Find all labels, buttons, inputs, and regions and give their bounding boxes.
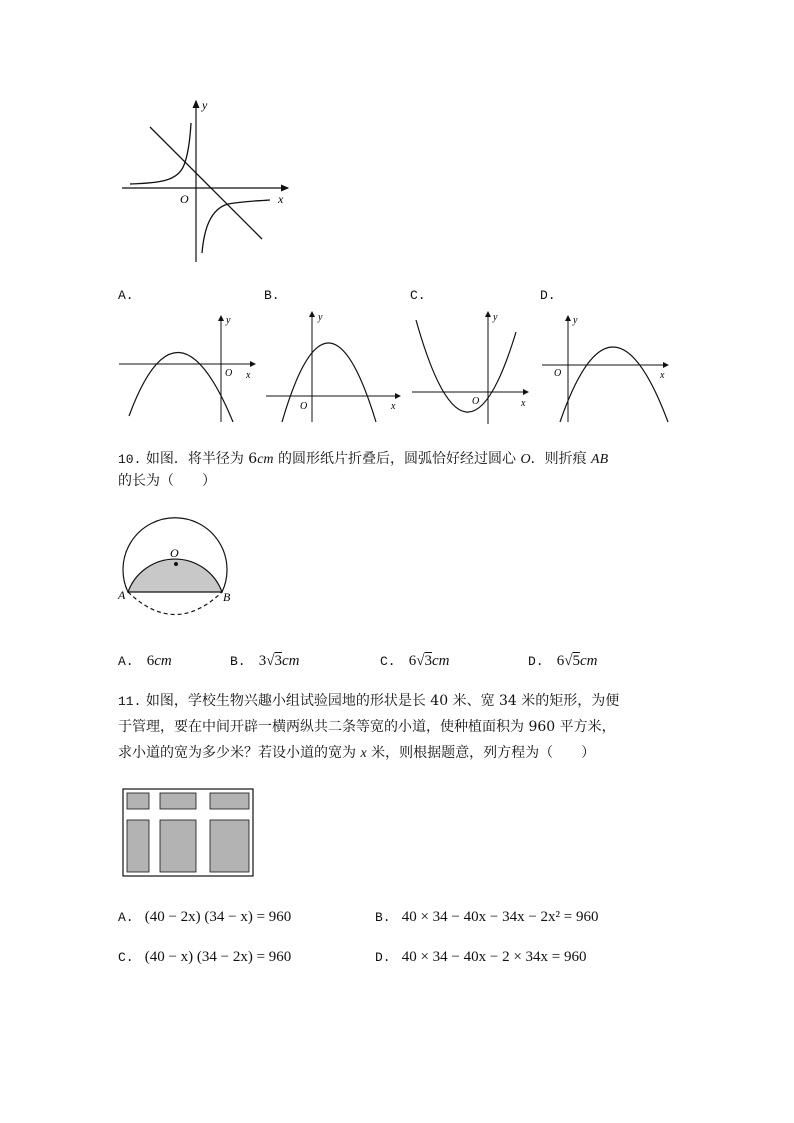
sqrt-sign-icon: √ <box>416 653 425 669</box>
label-A: A <box>118 588 126 602</box>
equation: (40 − x) (34 − 2x) = 960 <box>144 949 292 965</box>
origin-label: O <box>554 368 562 379</box>
q11-option-a[interactable] <box>118 906 291 926</box>
parabola-curve <box>129 352 233 422</box>
unit: cm <box>579 653 598 669</box>
variable-x: x <box>360 746 367 761</box>
q9-option-d-graph[interactable] <box>540 312 675 424</box>
coefficient: 6 <box>146 653 155 669</box>
unit: cm <box>257 452 274 467</box>
y-axis-label: y <box>202 98 208 112</box>
q9-option-c-letter[interactable]: C. <box>410 288 426 303</box>
unit: cm <box>431 653 450 669</box>
text: ．则折痕 <box>530 451 592 467</box>
center-point <box>174 562 178 566</box>
plot-bottom-right <box>210 820 249 872</box>
q10-option-b[interactable] <box>230 650 299 670</box>
plot-top-middle <box>160 793 196 809</box>
coefficient: 6 <box>556 653 565 669</box>
question-number: 10. <box>118 452 142 467</box>
q10-option-c[interactable] <box>380 650 449 670</box>
x-axis-label: x <box>660 370 665 381</box>
hyperbola-branch-right <box>202 200 270 253</box>
radicand: 5 <box>572 653 580 669</box>
unit: cm <box>281 653 300 669</box>
coefficient: 3 <box>258 653 267 669</box>
option-letter: D. <box>375 950 391 965</box>
q10-option-d[interactable] <box>528 650 597 670</box>
q9-main-graph <box>110 95 300 270</box>
q11-garden-rectangle-figure <box>122 788 256 880</box>
option-letter: A. <box>118 910 134 925</box>
equation: 40 × 34 − 40x − 2 × 34x = 960 <box>401 949 587 965</box>
y-axis-label: y <box>493 312 498 323</box>
plot-bottom-left <box>127 820 149 872</box>
parabola-curve <box>560 347 668 422</box>
q11-question-line-3 <box>118 744 595 763</box>
sqrt-sign-icon: √ <box>564 653 573 669</box>
equation: 40 × 34 − 40x − 34x − 2x² = 960 <box>401 909 599 925</box>
option-letter: C. <box>380 654 396 669</box>
sqrt-sign-icon: √ <box>266 653 275 669</box>
question-number: 11. <box>118 694 142 709</box>
y-axis-label: y <box>318 312 323 323</box>
q9-option-a-letter[interactable]: A. <box>118 288 134 303</box>
option-letter: C. <box>118 950 134 965</box>
q10-question-line-2: 的长为（ ） <box>118 473 216 489</box>
q9-option-b-graph[interactable] <box>262 308 412 426</box>
y-axis-label: y <box>226 315 231 326</box>
hyperbola-branch-left <box>130 123 191 184</box>
radicand: 3 <box>424 653 432 669</box>
q11-question-line-1 <box>118 692 619 711</box>
equation: (40 − 2x) (34 − x) = 960 <box>144 909 292 925</box>
parabola-curve <box>282 343 376 422</box>
origin-label: O <box>180 192 189 206</box>
q9-option-d-letter[interactable]: D. <box>540 288 556 303</box>
text: 的圆形纸片折叠后，圆弧恰好经过圆心 <box>273 451 521 467</box>
plot-top-right <box>210 793 249 809</box>
parabola-curve <box>416 320 516 412</box>
option-letter: B. <box>375 910 391 925</box>
option-letter: A. <box>118 654 134 669</box>
q9-option-c-graph[interactable] <box>408 308 533 426</box>
text: 如图，学校生物兴趣小组试验园地的形状是长 40 米、宽 34 米的矩形，为便 <box>145 693 620 709</box>
origin-label: O <box>300 401 308 412</box>
x-axis-label: x <box>246 370 251 381</box>
option-letter: D. <box>528 654 544 669</box>
text: 米，则根据题意，列方程为（ ） <box>366 745 596 761</box>
y-axis-label: y <box>573 315 578 326</box>
q9-option-a-graph[interactable] <box>115 312 265 424</box>
text: 求小道的宽为多少米？若设小道的宽为 <box>118 745 361 761</box>
plot-top-left <box>127 793 149 809</box>
option-letter: B. <box>230 654 246 669</box>
q10-folded-circle-figure <box>110 505 245 630</box>
origin-label: O <box>225 368 233 379</box>
q11-option-d[interactable] <box>375 946 587 966</box>
q11-option-b[interactable] <box>375 906 599 926</box>
q9-option-b-letter[interactable]: B. <box>264 288 280 303</box>
q10-question-line-1 <box>118 450 608 469</box>
origin-label: O <box>472 396 480 407</box>
x-axis-label: x <box>391 401 396 412</box>
label-B: B <box>223 590 231 604</box>
segment-AB: AB <box>591 452 609 467</box>
x-axis-label: x <box>278 192 284 206</box>
coefficient: 6 <box>408 653 417 669</box>
q11-question-line-2: 于管理，要在中间开辟一横两纵共二条等宽的小道，使种植面积为 960 平方米， <box>118 719 616 735</box>
x-axis-label: x <box>521 398 526 409</box>
point-O: O <box>520 452 531 467</box>
q11-option-c[interactable] <box>118 946 291 966</box>
plot-bottom-middle <box>160 820 196 872</box>
folded-dashed-arc <box>128 592 222 615</box>
radicand: 3 <box>274 653 282 669</box>
linear-function-line <box>150 127 262 239</box>
q10-option-a[interactable] <box>118 650 172 670</box>
unit: cm <box>154 653 172 669</box>
label-O: O <box>170 546 179 560</box>
text: 如图．将半径为 6 <box>145 451 258 467</box>
